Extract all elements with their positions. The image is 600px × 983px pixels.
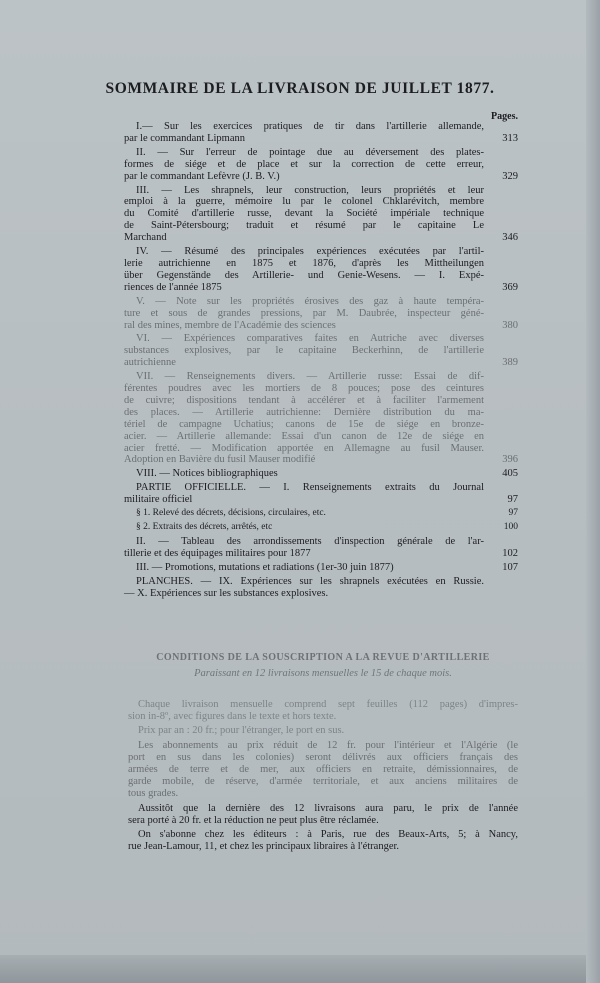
- toc-entry-line: de Saint-Pétersbourg; traduit et résumé par le capitaine Le: [124, 220, 484, 232]
- toc-entry-line: PARTIE OFFICIELLE. — I. Renseignements extraits du Journal: [136, 482, 484, 494]
- toc-entry-line: tériel de campagne Uchatius; canons de 15e de siége en bronze-: [124, 418, 484, 430]
- conditions-paragraph: [128, 829, 518, 853]
- conditions-title: CONDITIONS DE LA SOUSCRIPTION A LA REVUE D'ARTILLERIE: [156, 652, 490, 663]
- toc-entry-line: militaire officiel: [124, 494, 193, 506]
- toc-entry: [124, 468, 518, 480]
- toc-entry: [124, 522, 518, 534]
- toc-entry-line: VII. — Renseignements divers. — Artillerie russe: Essai de dif-: [136, 371, 484, 383]
- toc-entry: [124, 185, 518, 245]
- toc-page-number: 380: [502, 319, 518, 331]
- toc-entry-line: férentes poudres avec les mortiers de 8 pouces; pose des ceintures: [124, 383, 484, 395]
- page-title: SOMMAIRE DE LA LIVRAISON DE JUILLET 1877.: [105, 80, 495, 97]
- toc-entry: [124, 371, 518, 466]
- toc-page-number: 107: [502, 561, 518, 573]
- conditions-line: port en sus dans les colonies) seront délivrés aux officiers français des: [128, 751, 518, 763]
- page-right-edge: [586, 0, 600, 983]
- toc-entry: [124, 147, 518, 183]
- toc-entry-line: PLANCHES. — IX. Expériences sur les shrapnels exécutées en Russie.: [136, 575, 484, 587]
- toc-page-number: 396: [502, 454, 518, 466]
- toc-entry-line: über Gegenstände des Artillerie- und Genie-Wesens. — I. Expé-: [124, 269, 484, 281]
- toc-entry-line: I.— Sur les exercices pratiques de tir dans l'artillerie allemande,: [136, 121, 484, 132]
- toc-entry-line: formes de siége et de place et sur la correction de cette erreur,: [124, 158, 484, 170]
- conditions-line: On s'abonne chez les éditeurs : à Paris, rue des Beaux-Arts, 5; à Nancy,: [138, 829, 518, 841]
- toc-page-number: 389: [502, 357, 518, 369]
- toc-entry: [124, 246, 518, 294]
- toc-entry-line: par le commandant Lipmann: [124, 132, 246, 144]
- toc-entry-line: autrichienne: [124, 357, 176, 369]
- pages-column-label: Pages.: [491, 111, 518, 122]
- toc-entry-line: de cuivre; dispositions tendant à accélérer et à faciliter l'armement: [124, 394, 484, 406]
- toc-entry-line: substances explosives, par le capitaine Beckerhinn, de l'artillerie: [124, 345, 484, 357]
- page-bottom-edge: [0, 955, 600, 983]
- toc-entry: [124, 296, 518, 332]
- conditions-line: Aussitôt que la dernière des 12 livraisons aura paru, le prix de l'année: [138, 802, 518, 814]
- toc-entry-line: Marchand: [124, 232, 167, 244]
- toc-page-number: 369: [502, 281, 518, 293]
- toc-entry: [124, 508, 518, 520]
- toc-entry-line: III. — Les shrapnels, leur construction, leurs propriétés et leur: [136, 184, 484, 196]
- conditions-subtitle: Paraissant en 12 livraisons mensuelles le 15 de chaque mois.: [194, 668, 452, 679]
- toc-entry-line: acier fretté. — Modification apportée en Allemagne au fusil Mauser.: [124, 442, 484, 454]
- conditions-paragraph: [128, 803, 518, 827]
- toc-page-number: 102: [502, 547, 518, 559]
- toc-entry-line: ture et sous de grandes pressions, par M. Daubrée, inspecteur géné-: [124, 307, 484, 319]
- conditions-line: tous grades.: [128, 788, 179, 800]
- toc-entry-line: IV. — Résumé des principales expériences exécutées par l'artil-: [136, 246, 484, 258]
- toc-entry: [124, 482, 518, 506]
- toc-page-number: 329: [502, 170, 518, 182]
- subscription-conditions: [128, 652, 518, 855]
- conditions-line: sion in-8º, avec figures dans le texte et hors texte.: [128, 711, 337, 723]
- conditions-paragraph: [128, 699, 518, 723]
- toc-page-number: 100: [503, 522, 518, 532]
- toc-entry-line: lerie autrichienne en 1875 et 1876, d'après les Mittheilungen: [124, 257, 484, 269]
- conditions-line: Les abonnements au prix réduit de 12 fr. pour l'intérieur et l'Algérie (le: [138, 739, 518, 751]
- toc-entry-line: II. — Tableau des arrondissements d'inspection générale de l'ar-: [136, 535, 484, 547]
- toc-entry-line: Adoption en Bavière du fusil Mauser modifié: [124, 454, 316, 466]
- conditions-paragraph: [128, 725, 518, 737]
- toc-page-number: 346: [502, 232, 518, 244]
- toc-entry-line: ral des mines, membre de l'Académie des sciences: [124, 319, 336, 331]
- toc-entry: [124, 121, 518, 145]
- toc-entry-line: V. — Note sur les propriétés érosives des gaz à haute tempéra-: [136, 295, 484, 307]
- conditions-line: Chaque livraison mensuelle comprend sept feuilles (112 pages) d'impres-: [138, 699, 518, 710]
- conditions-line: garde mobile, de réserve, d'armée territoriale, et aux anciens militaires de: [128, 776, 518, 788]
- toc-page-number: 97: [508, 508, 518, 519]
- toc-entry-line: du Comité d'artillerie russe, devant la Société impériale technique: [124, 208, 484, 220]
- toc-entry-line: emploi à la guerre, mémoire lu par le colonel Chklarévitch, membre: [124, 196, 484, 208]
- toc-page-number: 313: [502, 132, 518, 144]
- conditions-body: [128, 699, 518, 853]
- toc-entry-line: VI. — Expériences comparatives faites en Autriche avec diverses: [136, 333, 484, 345]
- toc-entry-line: des places. — Artillerie autrichienne: Dernière distribution du ma-: [124, 406, 484, 418]
- toc-entry-line: acier. — Artillerie allemande: Essai d'un canon de 12e de siége en: [124, 430, 484, 442]
- toc-entry: [124, 333, 518, 369]
- conditions-line: Prix par an : 20 fr.; pour l'étranger, le port en sus.: [138, 725, 345, 737]
- toc-entry-line: par le commandant Lefèvre (J. B. V.): [124, 170, 280, 182]
- toc-entry-line: riences de l'année 1875: [124, 281, 222, 293]
- toc-entry-line: VIII. — Notices bibliographiques: [136, 468, 278, 480]
- toc-page-number: 97: [507, 494, 518, 506]
- toc-page-number: 405: [502, 468, 518, 480]
- toc-entry-line: § 2. Extraits des décrets, arrêtés, etc: [136, 522, 273, 532]
- table-of-contents: [124, 121, 518, 601]
- toc-entry-line: § 1. Relevé des décrets, décisions, circulaires, etc.: [136, 508, 326, 519]
- toc-entry-line: III. — Promotions, mutations et radiations (1er-30 juin 1877): [136, 561, 394, 573]
- conditions-paragraph: [128, 740, 518, 801]
- conditions-line: sera porté à 20 fr. et la réduction ne peut plus être réclamée.: [128, 814, 379, 826]
- toc-entry: [124, 536, 518, 560]
- conditions-line: rue Jean-Lamour, 11, et chez les principaux libraires à l'étranger.: [128, 841, 400, 853]
- toc-entry-line: — X. Expériences sur les substances explosives.: [124, 587, 329, 599]
- toc-entry: [124, 576, 518, 600]
- toc-entry: [124, 562, 518, 574]
- toc-entry-line: II. — Sur l'erreur de pointage due au déversement des plates-: [136, 146, 484, 158]
- toc-entry-line: tillerie et des équipages militaires pour 1877: [124, 547, 311, 559]
- conditions-line: armées de terre et de mer, aux officiers en retraite, démissionnaires, de: [128, 764, 518, 776]
